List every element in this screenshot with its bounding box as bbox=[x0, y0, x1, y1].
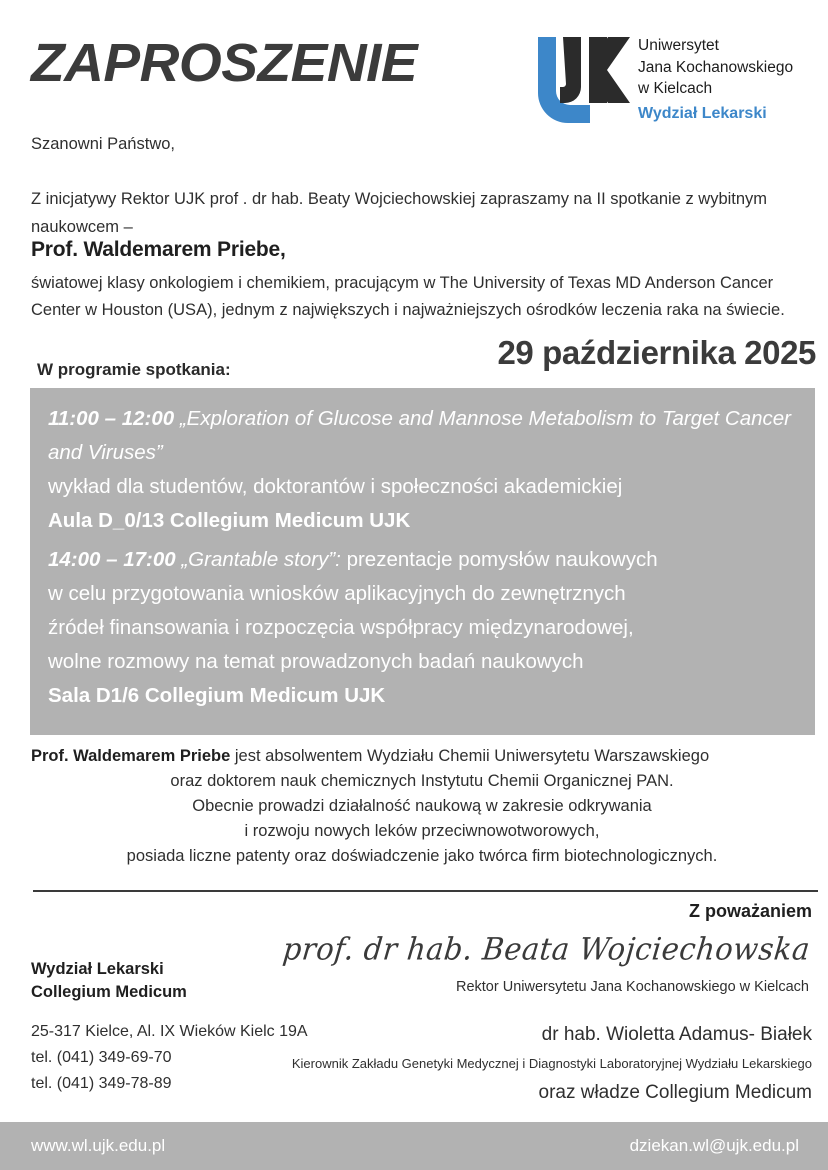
program-item-1-quoted-title: „Exploration of Glucose and Mannose Metabolism to Target Cancer and Viruses” bbox=[48, 407, 791, 464]
bio-line-2: oraz doktorem nauk chemicznych Instytutu Chemii Organicznej PAN. bbox=[170, 772, 674, 790]
address-contact bbox=[31, 1019, 308, 1097]
handwritten-signature: prof. dr hab. Beata Wojciechowska bbox=[281, 930, 812, 968]
page-footer bbox=[0, 1122, 828, 1170]
university-logo bbox=[534, 31, 814, 131]
address-faculty-line-1: Wydział Lekarski bbox=[31, 960, 164, 978]
page-header bbox=[0, 0, 828, 130]
address-phone-1: tel. (041) 349-69-70 bbox=[31, 1049, 172, 1066]
bio-lead-name: Prof. Waldemarem Priebe bbox=[31, 747, 231, 765]
salutation: Szanowni Państwo, bbox=[31, 135, 175, 153]
program-label: W programie spotkania: bbox=[37, 360, 231, 379]
logo-line-3: w Kielcach bbox=[638, 80, 713, 97]
intro-paragraph-1: Z inicjatywy Rektor UJK prof . dr hab. Beaty Wojciechowskiej zapraszamy na II spotkanie z wybitnym naukowcem – bbox=[31, 190, 768, 236]
dean-role: Kierownik Zakładu Genetyki Medycznej i Diagnostyki Laboratoryjnej Wydziału Lekarskiego bbox=[291, 1056, 812, 1071]
program-item-2-desc-4: wolne rozmowy na temat prowadzonych badań naukowych bbox=[48, 650, 584, 673]
address-faculty-line-2: Collegium Medicum bbox=[31, 983, 187, 1001]
program-item-2-quoted-title: „Grantable story”: bbox=[181, 548, 341, 571]
logo-line-2: Jana Kochanowskiego bbox=[638, 58, 794, 76]
regards-label: Z poważaniem bbox=[688, 901, 812, 921]
rector-role: Rektor Uniwersytetu Jana Kochanowskiego w Kielcach bbox=[455, 979, 809, 995]
university-name bbox=[638, 35, 814, 124]
guest-name: Prof. Waldemarem Priebe, bbox=[31, 238, 286, 261]
address-faculty bbox=[31, 958, 187, 1004]
address-street: 25-317 Kielce, Al. IX Wieków Kielc 19A bbox=[31, 1023, 308, 1040]
bio-line-1 bbox=[31, 744, 813, 769]
event-date: 29 października 2025 bbox=[497, 334, 816, 371]
program-item-1-audience: wykład dla studentów, doktorantów i społeczności akademickiej bbox=[48, 475, 623, 498]
ujk-logo-mark-icon bbox=[534, 31, 630, 123]
intro-paragraph-2: światowej klasy onkologiem i chemikiem, pracującym w The University of Texas MD Anderson Cancer Center w Houston (USA), jednym z największych i najważniejszych ośrodków leczenia raka na świecie. bbox=[31, 274, 785, 319]
program-item-1-title bbox=[48, 402, 797, 470]
logo-line-1: Uniwersytet bbox=[638, 37, 719, 54]
program-item-2-time: 14:00 – 17:00 bbox=[48, 548, 176, 571]
bio-line-5: posiada liczne patenty oraz doświadczenie jako twórca firm biotechnologicznych. bbox=[126, 847, 718, 865]
bio-line-1-rest: jest absolwentem Wydziału Chemii Uniwersytetu Warszawskiego bbox=[230, 747, 710, 765]
logo-faculty-label: Wydział Lekarski bbox=[638, 104, 767, 122]
bio-line-3: Obecnie prowadzi działalność naukową w zakresie odkrywania bbox=[192, 797, 652, 815]
program-item-1-time: 11:00 – 12:00 bbox=[48, 407, 175, 430]
program-item-2-desc-1: prezentacje pomysłów naukowych bbox=[346, 548, 658, 571]
program-item-2-title bbox=[48, 543, 797, 577]
program-item-2-desc-3: źródeł finansowania i rozpoczęcia współpracy międzynarodowej, bbox=[48, 616, 634, 639]
program-item-2-desc-2: w celu przygotowania wniosków aplikacyjnych do zewnętrznych bbox=[48, 582, 626, 605]
dean-name: dr hab. Wioletta Adamus- Białek bbox=[541, 1024, 812, 1045]
program-item-1-venue: Aula D_0/13 Collegium Medicum UJK bbox=[48, 509, 411, 532]
bio-line-4: i rozwoju nowych leków przeciwnowotworowych, bbox=[244, 822, 600, 840]
dean-extra: oraz władze Collegium Medicum bbox=[538, 1082, 812, 1103]
page-title: ZAPROSZENIE bbox=[31, 33, 418, 93]
footer-website-link[interactable]: www.wl.ujk.edu.pl bbox=[31, 1136, 166, 1155]
address-phone-2: tel. (041) 349-78-89 bbox=[31, 1075, 172, 1092]
biography bbox=[31, 744, 813, 869]
program-item-2-venue: Sala D1/6 Collegium Medicum UJK bbox=[48, 684, 386, 707]
program-box bbox=[30, 388, 815, 735]
footer-email-link[interactable]: dziekan.wl@ujk.edu.pl bbox=[629, 1136, 799, 1155]
divider bbox=[33, 890, 818, 892]
